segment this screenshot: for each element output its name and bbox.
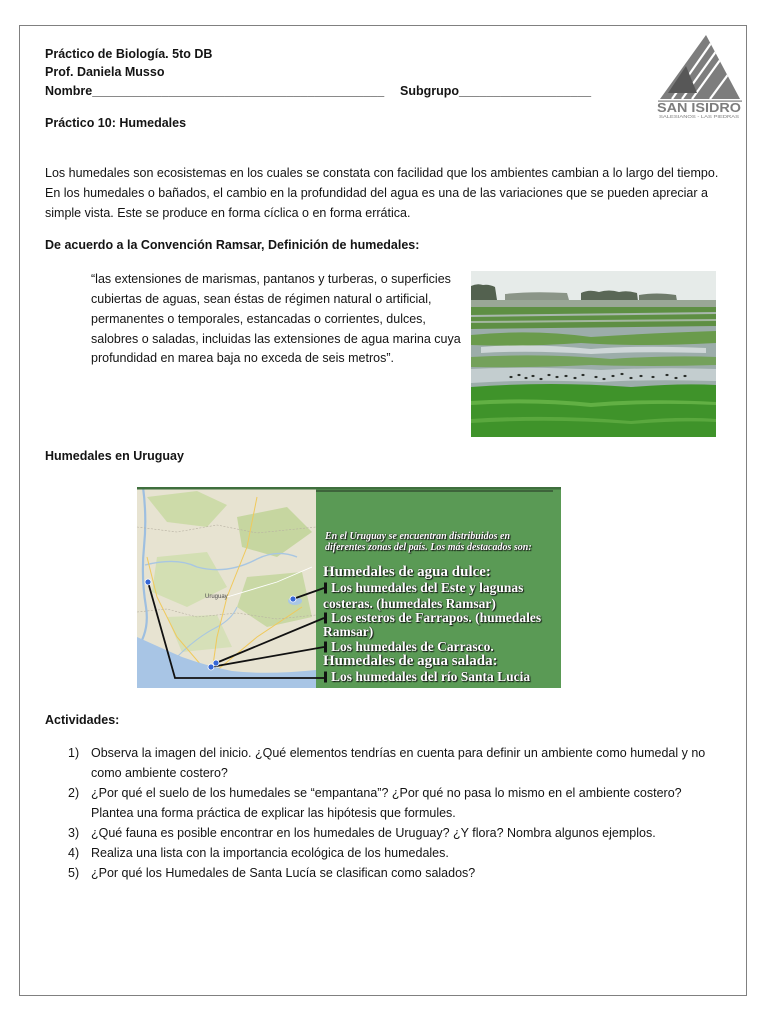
activity-text: Observa la imagen del inicio. ¿Qué elementos tendrías en cuenta para definir un ambiente como humedal y no — [91, 746, 706, 760]
logo-name: SAN ISIDRO — [657, 101, 742, 115]
map-pin — [213, 660, 219, 666]
wetland-item: Los humedales del Este y lagunas — [331, 580, 524, 595]
activity-text: ¿Por qué los Humedales de Santa Lucía se clasifican como salados? — [91, 866, 476, 880]
activity-number: 4) — [68, 846, 80, 860]
wetland-item: Los esteros de Farrapos. (humedales — [331, 610, 542, 625]
intro-line: En los humedales o bañados, el cambio en la profundidad del agua es una de las variaciones que se pueden apreciar a — [45, 186, 708, 200]
photo-grass — [471, 384, 716, 437]
intro-line: simple vista. Este se produce en forma cíclica o en forma errática. — [45, 206, 411, 220]
wetland-item: Ramsar) — [323, 624, 374, 639]
activity-text: ¿Qué fauna es posible encontrar en los humedales de Uruguay? ¿Y flora? Nombra algunos ejemplos. — [91, 826, 656, 840]
freshwater-heading: Humedales de agua dulce: — [323, 564, 491, 580]
activity-number: 3) — [68, 826, 80, 840]
map-country-label: Uruguay — [205, 594, 228, 600]
activity-number: 1) — [68, 746, 80, 760]
activity-text: ¿Por qué el suelo de los humedales se “empantana”? ¿Por qué no pasa lo mismo en el ambiente costero? — [91, 786, 682, 800]
map-pin — [145, 579, 151, 585]
logo-tagline: SALESIANOS - LAS PIEDRAS — [659, 114, 740, 119]
item-marker — [324, 642, 327, 653]
course-title: Práctico de Biología. 5to DB — [45, 47, 213, 61]
photo-far-field — [471, 307, 716, 329]
quote-line: profundidad en marea baja no exceda de seis metros”. — [91, 351, 394, 365]
student-name-field: Nombre__________________________________________ — [45, 84, 385, 98]
photo-water — [471, 326, 716, 393]
page-title: Práctico 10: Humedales — [45, 116, 187, 130]
activity-text: como ambiente costero? — [91, 766, 228, 780]
teacher-name: Prof. Daniela Musso — [45, 65, 165, 79]
uruguay-wetlands-map — [137, 487, 561, 688]
school-logo — [652, 32, 744, 122]
map-intro-line: diferentes zonas del país. Los más destacados son: — [325, 542, 532, 553]
activity-text: Realiza una lista con la importancia ecológica de los humedales. — [91, 846, 449, 860]
wetland-item: Los humedales de Carrasco. — [331, 639, 494, 654]
map-pin — [290, 596, 296, 602]
intro-line: Los humedales son ecosistemas en los cuales se constata con facilidad que los ambientes cambian a lo largo del tiempo. — [45, 166, 719, 180]
item-marker — [324, 613, 327, 624]
ramsar-heading: De acuerdo a la Convención Ramsar, Definición de humedales: — [45, 238, 420, 252]
wetland-item: Los humedales del río Santa Lucia — [331, 669, 531, 684]
activities-heading: Actividades: — [45, 713, 120, 727]
wetland-item: costeras. (humedales Ramsar) — [323, 596, 496, 611]
item-marker — [324, 672, 327, 683]
item-marker — [324, 583, 327, 594]
quote-line: permanentes o temporales, estancadas o corrientes, dulces, — [91, 312, 426, 326]
map-intro-line: En el Uruguay se encuentran distribuidos en — [325, 531, 511, 542]
uruguay-heading: Humedales en Uruguay — [45, 449, 184, 463]
activity-text: Plantea una forma práctica de explicar las hipótesis que formules. — [91, 806, 456, 820]
map-pin — [208, 664, 214, 670]
saltwater-heading: Humedales de agua salada: — [323, 653, 498, 669]
quote-line: salobres o saladas, incluidas las extensiones de agua marina cuya — [91, 332, 461, 346]
activity-number: 5) — [68, 866, 80, 880]
wetland-photo — [471, 271, 716, 437]
quote-line: “las extensiones de marismas, pantanos y turberas, o superficies — [91, 272, 451, 286]
quote-line: cubiertas de aguas, sean éstas de régimen natural o artificial, — [91, 292, 432, 306]
subgroup-field: Subgrupo___________________ — [400, 84, 592, 98]
activity-number: 2) — [68, 786, 80, 800]
